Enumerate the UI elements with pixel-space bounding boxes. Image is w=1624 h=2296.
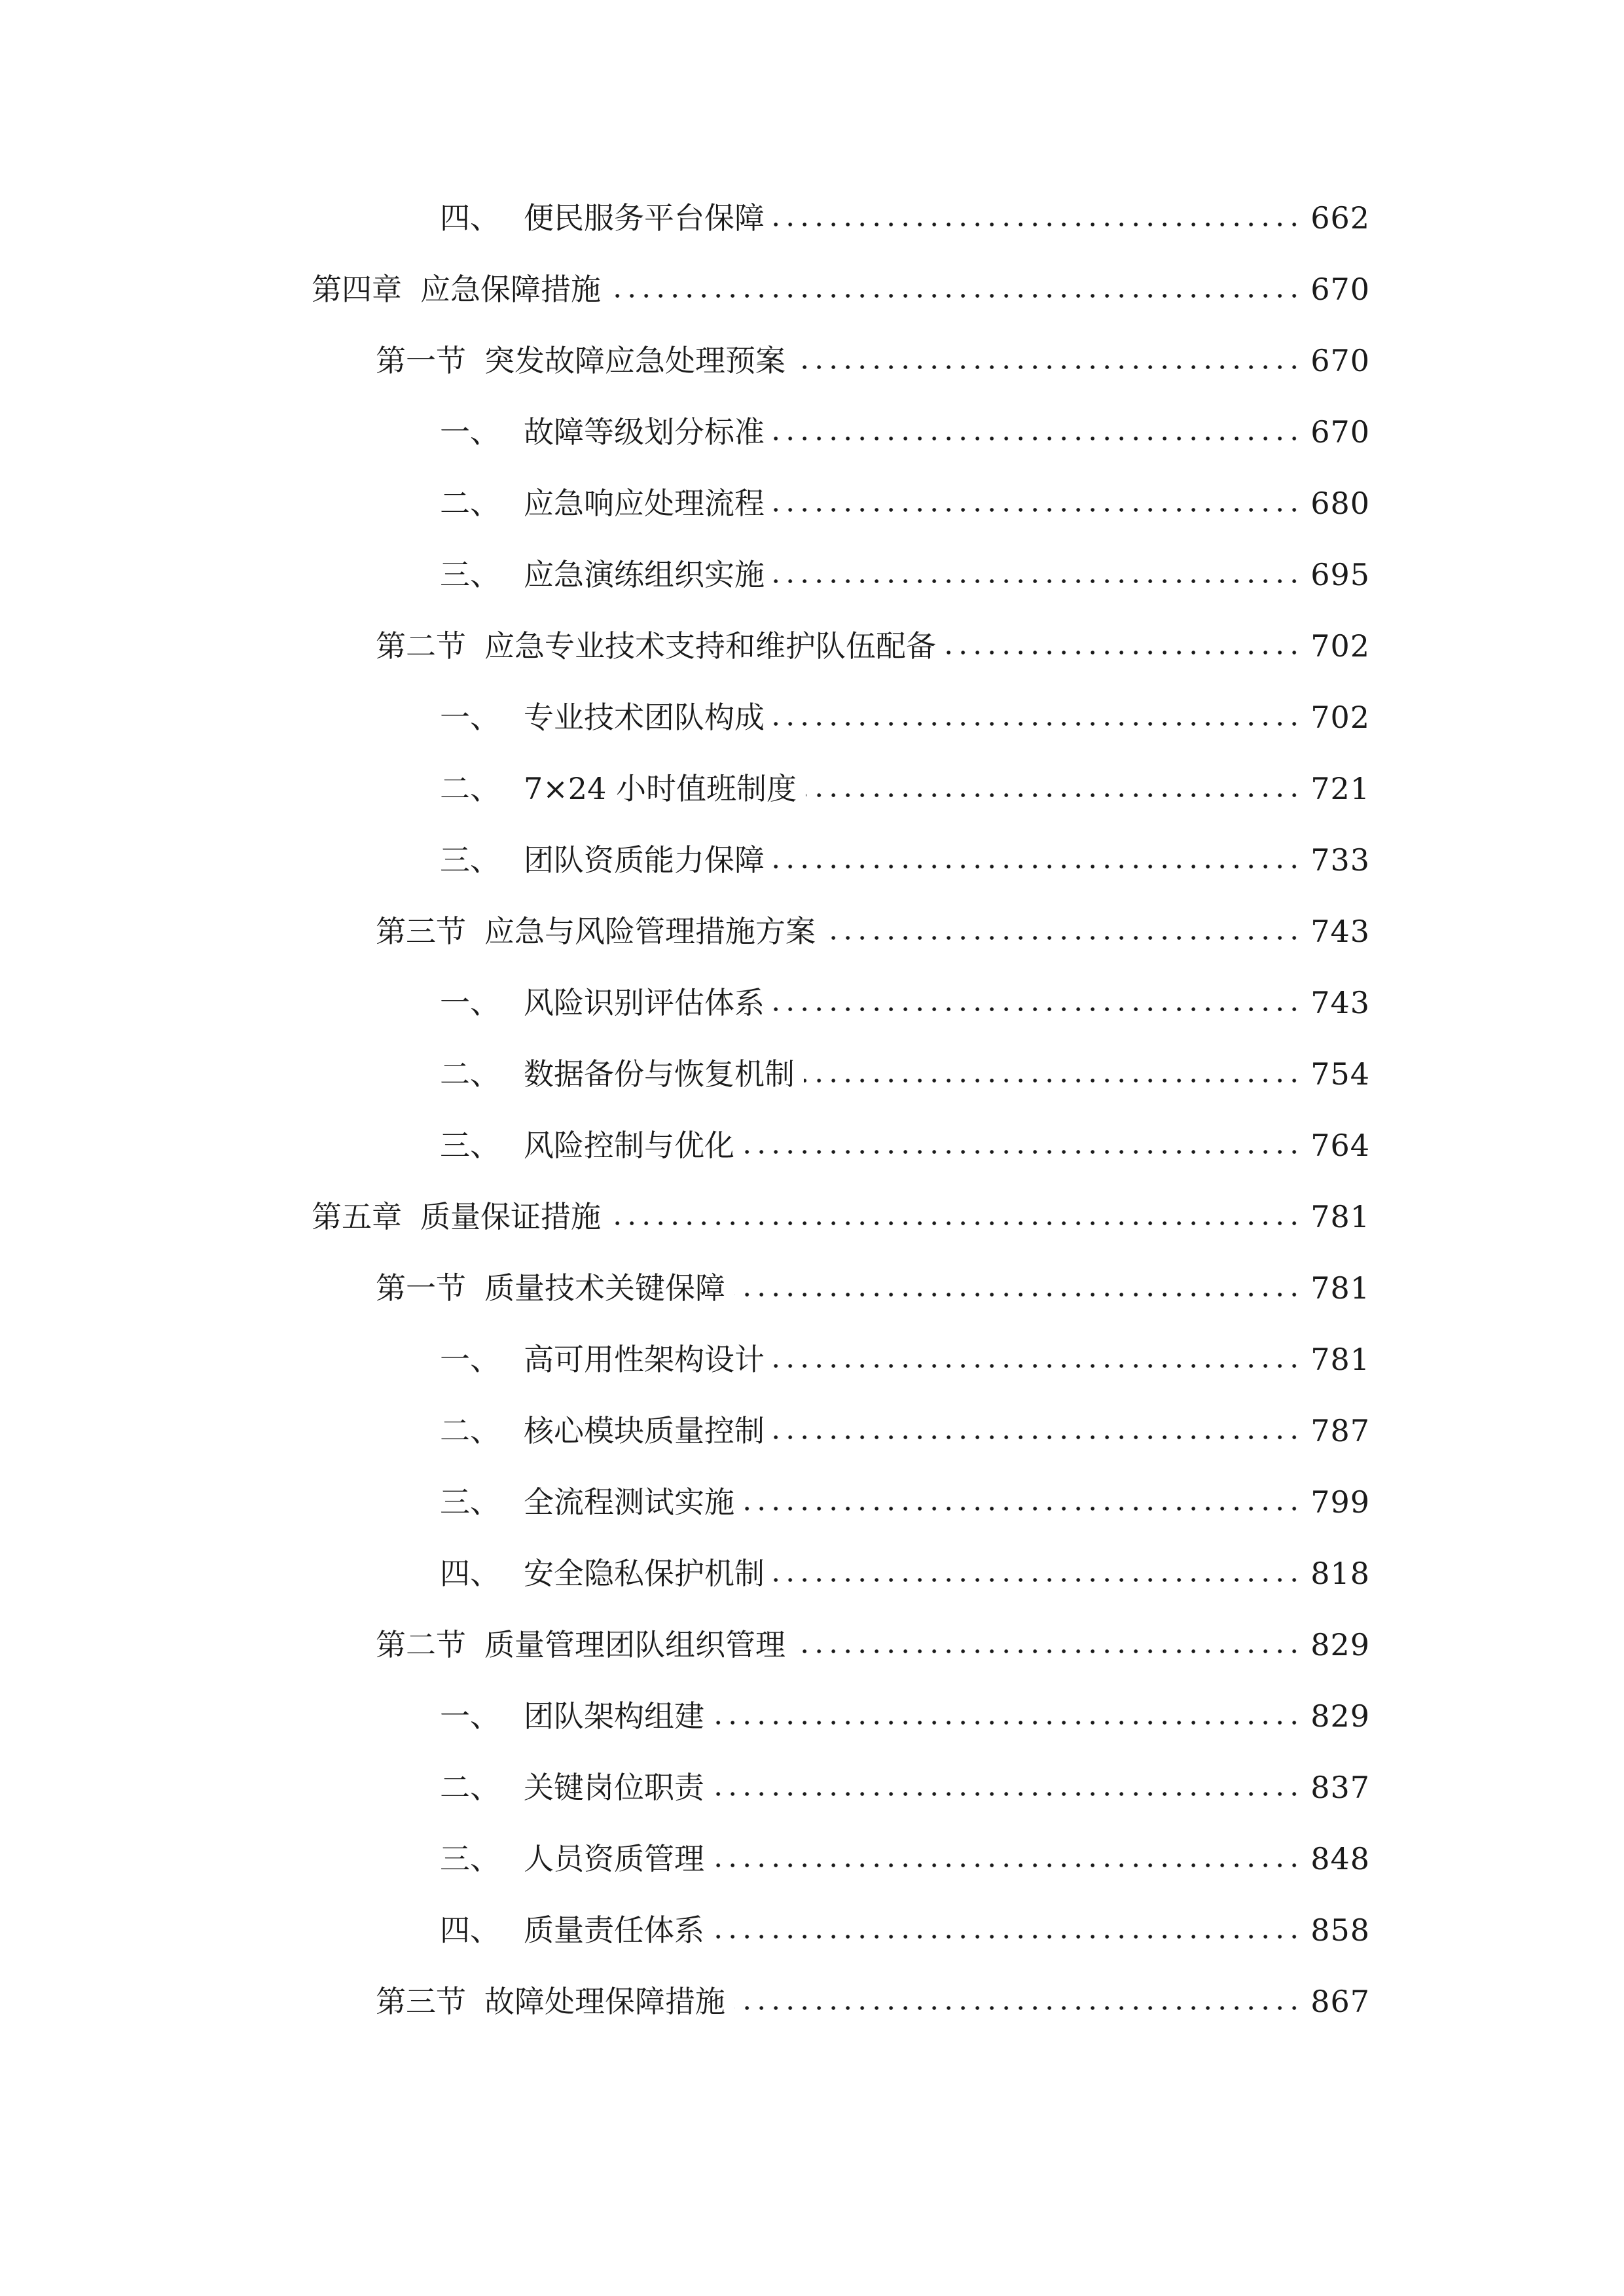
toc-entry-number: 三、 <box>440 1484 500 1520</box>
toc-entry[interactable] <box>440 766 1370 812</box>
toc-entry-title: 数据备份与恢复机制 <box>524 1056 795 1092</box>
toc-entry[interactable] <box>376 338 1370 384</box>
dot-leader <box>774 1577 1301 1583</box>
toc-entry-page: 799 <box>1310 1484 1370 1520</box>
toc-entry-title: 质量保证措施 <box>420 1199 601 1234</box>
dot-leader <box>610 293 1301 299</box>
toc-entry-title: 团队资质能力保障 <box>524 842 765 878</box>
dot-leader <box>795 1648 1301 1655</box>
dot-leader <box>774 221 1301 228</box>
toc-entry-page: 662 <box>1310 200 1370 236</box>
toc-entry-number: 四、 <box>440 200 500 236</box>
toc-entry[interactable] <box>376 623 1370 669</box>
toc-entry-page: 837 <box>1310 1770 1370 1805</box>
toc-entry[interactable] <box>440 480 1370 526</box>
toc-entry-page: 680 <box>1310 486 1370 521</box>
toc-entry[interactable] <box>440 980 1370 1026</box>
dot-leader <box>774 1363 1301 1369</box>
toc-entry-page: 695 <box>1310 557 1370 592</box>
toc-entry-number: 二、 <box>440 1056 500 1092</box>
toc-entry[interactable] <box>440 1836 1370 1882</box>
toc-entry-page: 787 <box>1310 1413 1370 1448</box>
toc-entry-number: 一、 <box>440 1342 500 1377</box>
toc-entry-number: 四、 <box>440 1556 500 1591</box>
dot-leader <box>774 721 1301 727</box>
toc-entry[interactable] <box>376 1622 1370 1668</box>
toc-entry-page: 721 <box>1310 771 1370 806</box>
toc-entry-title: 7×24 小时值班制度 <box>524 771 797 806</box>
dot-leader <box>713 1791 1301 1797</box>
dot-leader <box>774 435 1301 442</box>
toc-entry[interactable] <box>440 1408 1370 1454</box>
toc-entry[interactable] <box>440 1479 1370 1525</box>
toc-entry-number: 四、 <box>440 1912 500 1948</box>
toc-entry-number: 二、 <box>440 486 500 521</box>
toc-entry[interactable] <box>376 1979 1370 2024</box>
toc-entry-number: 二、 <box>440 1413 500 1448</box>
toc-entry-number: 第一节 <box>376 343 466 378</box>
dot-leader <box>774 1434 1301 1441</box>
toc-entry-page: 867 <box>1310 1984 1370 2019</box>
toc-entry-title: 应急保障措施 <box>420 272 601 307</box>
toc-entry-title: 安全隐私保护机制 <box>524 1556 765 1591</box>
dot-leader <box>713 1933 1301 1940</box>
toc-entry-number: 一、 <box>440 700 500 735</box>
toc-entry-title: 专业技术团队构成 <box>524 700 765 735</box>
toc-entry-title: 质量责任体系 <box>524 1912 704 1948</box>
toc-entry-number: 三、 <box>440 1841 500 1876</box>
toc-entry-page: 848 <box>1310 1841 1370 1876</box>
toc-entry-title: 便民服务平台保障 <box>524 200 765 236</box>
toc-entry-title: 团队架构组建 <box>524 1698 704 1734</box>
toc-entry[interactable] <box>312 1194 1370 1240</box>
toc-entry-page: 818 <box>1310 1556 1370 1591</box>
dot-leader <box>774 1006 1301 1013</box>
dot-leader <box>713 1719 1301 1726</box>
toc-entry-title: 质量管理团队组织管理 <box>484 1627 785 1662</box>
dot-leader <box>945 649 1301 656</box>
toc-entry-page: 733 <box>1310 842 1370 878</box>
dot-leader <box>806 792 1301 798</box>
toc-entry-page: 743 <box>1310 985 1370 1020</box>
toc-entry[interactable] <box>440 1907 1370 1953</box>
dot-leader <box>744 1149 1301 1155</box>
toc-entry[interactable] <box>440 552 1370 598</box>
toc-entry-title: 突发故障应急处理预案 <box>484 343 785 378</box>
dot-leader <box>713 1862 1301 1869</box>
toc-entry-page: 743 <box>1310 914 1370 949</box>
toc-entry-number: 一、 <box>440 985 500 1020</box>
toc-entry-number: 第三节 <box>376 1984 466 2019</box>
toc-entry-page: 670 <box>1310 343 1370 378</box>
dot-leader <box>610 1220 1301 1227</box>
toc-entry-page: 670 <box>1310 414 1370 450</box>
toc-entry-number: 第五章 <box>312 1199 402 1234</box>
toc-entry-number: 二、 <box>440 1770 500 1805</box>
toc-entry[interactable] <box>440 694 1370 740</box>
toc-entry-number: 三、 <box>440 557 500 592</box>
toc-entry[interactable] <box>440 1765 1370 1810</box>
toc-entry[interactable] <box>312 266 1370 312</box>
dot-leader <box>734 1291 1301 1298</box>
toc-entry[interactable] <box>376 1265 1370 1311</box>
toc-entry-number: 第四章 <box>312 272 402 307</box>
toc-entry-page: 702 <box>1310 628 1370 664</box>
toc-entry-title: 应急专业技术支持和维护队伍配备 <box>484 628 936 664</box>
toc-entry-page: 781 <box>1310 1342 1370 1377</box>
toc-entry-title: 高可用性架构设计 <box>524 1342 765 1377</box>
dot-leader <box>804 1077 1301 1084</box>
toc-entry-number: 一、 <box>440 1698 500 1734</box>
toc-entry[interactable] <box>440 1551 1370 1596</box>
toc-entry-title: 风险控制与优化 <box>524 1128 734 1163</box>
toc-entry-title: 关键岗位职责 <box>524 1770 704 1805</box>
toc-entry[interactable] <box>440 1693 1370 1739</box>
toc-entry-title: 故障处理保障措施 <box>484 1984 725 2019</box>
toc-entry-page: 858 <box>1310 1912 1370 1948</box>
toc-entry-number: 三、 <box>440 842 500 878</box>
dot-leader <box>774 507 1301 513</box>
toc-entry-page: 829 <box>1310 1627 1370 1662</box>
toc-entry-page: 781 <box>1310 1270 1370 1306</box>
toc-entry-page: 702 <box>1310 700 1370 735</box>
toc-entry[interactable] <box>440 1336 1370 1382</box>
toc-entry-title: 风险识别评估体系 <box>524 985 765 1020</box>
dot-leader <box>774 578 1301 584</box>
toc-entry[interactable] <box>440 409 1370 455</box>
dot-leader <box>744 1505 1301 1512</box>
dot-leader <box>734 2005 1301 2011</box>
toc-entry-number: 三、 <box>440 1128 500 1163</box>
toc-entry-title: 故障等级划分标准 <box>524 414 765 450</box>
toc-entry[interactable] <box>440 837 1370 883</box>
toc-entry-page: 829 <box>1310 1698 1370 1734</box>
toc-entry-title: 全流程测试实施 <box>524 1484 734 1520</box>
toc-entry-title: 应急演练组织实施 <box>524 557 765 592</box>
toc-entry[interactable] <box>440 195 1370 241</box>
toc-entry-page: 754 <box>1310 1056 1370 1092</box>
toc-entry-number: 第三节 <box>376 914 466 949</box>
toc-entry[interactable] <box>376 908 1370 954</box>
toc-entry[interactable] <box>440 1122 1370 1168</box>
toc-entry-page: 764 <box>1310 1128 1370 1163</box>
toc-entry-title: 应急响应处理流程 <box>524 486 765 521</box>
toc-entry-number: 第二节 <box>376 628 466 664</box>
toc-entry-title: 人员资质管理 <box>524 1841 704 1876</box>
toc-entry-number: 一、 <box>440 414 500 450</box>
dot-leader <box>825 935 1301 941</box>
toc-entry-number: 第二节 <box>376 1627 466 1662</box>
toc-entry-number: 二、 <box>440 771 500 806</box>
toc-entry-title: 应急与风险管理措施方案 <box>484 914 816 949</box>
toc-entry-page: 781 <box>1310 1199 1370 1234</box>
dot-leader <box>795 364 1301 370</box>
toc-entry-title: 核心模块质量控制 <box>524 1413 765 1448</box>
toc-entry-page: 670 <box>1310 272 1370 307</box>
dot-leader <box>774 863 1301 870</box>
toc-entry-number: 第一节 <box>376 1270 466 1306</box>
toc-entry[interactable] <box>440 1051 1370 1097</box>
toc-entry-title: 质量技术关键保障 <box>484 1270 725 1306</box>
